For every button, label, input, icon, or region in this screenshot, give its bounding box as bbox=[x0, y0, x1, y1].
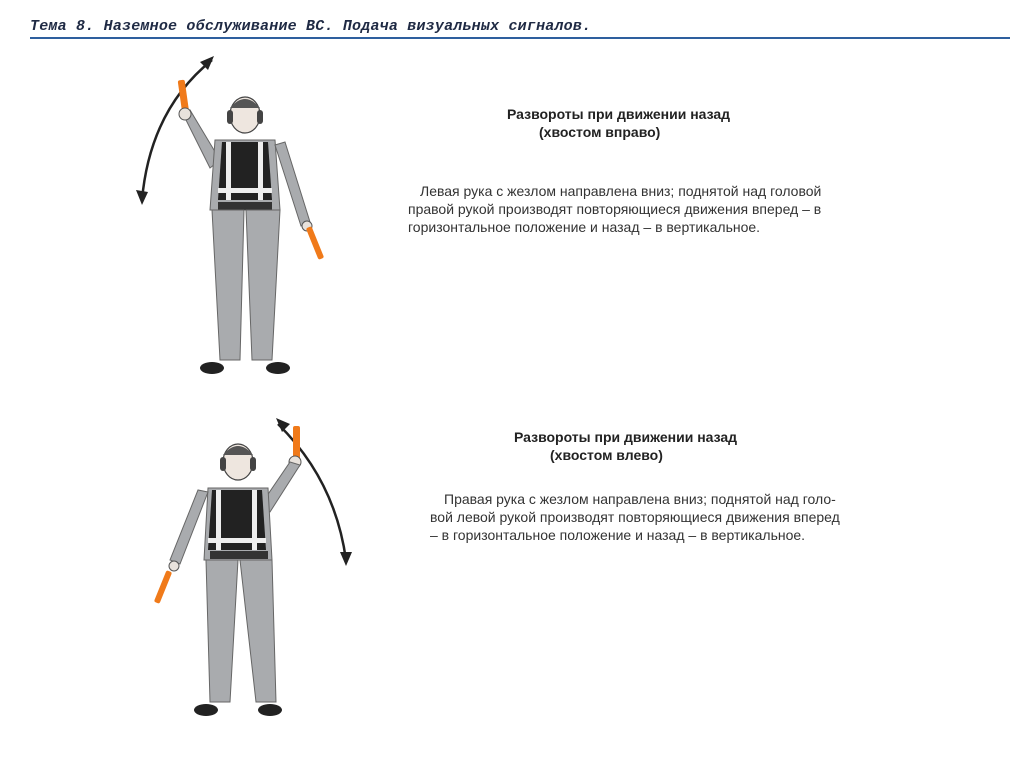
signal-description-tail-left: Правая рука с жезлом направлена вниз; поднятой над голо- вой левой рукой производят повторяющиеся движения вперед – в горизонтальное положение и назад – в вертикальное. bbox=[430, 491, 840, 543]
header-divider bbox=[30, 37, 1010, 39]
signal-heading-tail-right: Развороты при движении назад (хвостом вправо) bbox=[507, 106, 731, 140]
motion-arc-arrow bbox=[278, 424, 346, 560]
marshaller-figure-tail-left bbox=[150, 410, 360, 730]
wand-lowered bbox=[154, 570, 172, 604]
wand-raised bbox=[293, 426, 300, 460]
wand-lowered bbox=[306, 226, 324, 260]
arrowhead-bottom bbox=[136, 190, 148, 205]
signal-heading-tail-left: Развороты при движении назад (хвостом влево) bbox=[514, 429, 738, 463]
arrowhead-bottom bbox=[340, 552, 352, 566]
marshaller-figure-tail-right bbox=[130, 50, 340, 385]
page-title: Тема 8. Наземное обслуживание ВС. Подача визуальных сигналов. bbox=[30, 18, 592, 35]
signal-description-tail-right: Левая рука с жезлом направлена вниз; поднятой над головой правой рукой производят повторяющиеся движения вперед – в горизонтальное положение и назад – в вертикальное. bbox=[408, 183, 822, 235]
